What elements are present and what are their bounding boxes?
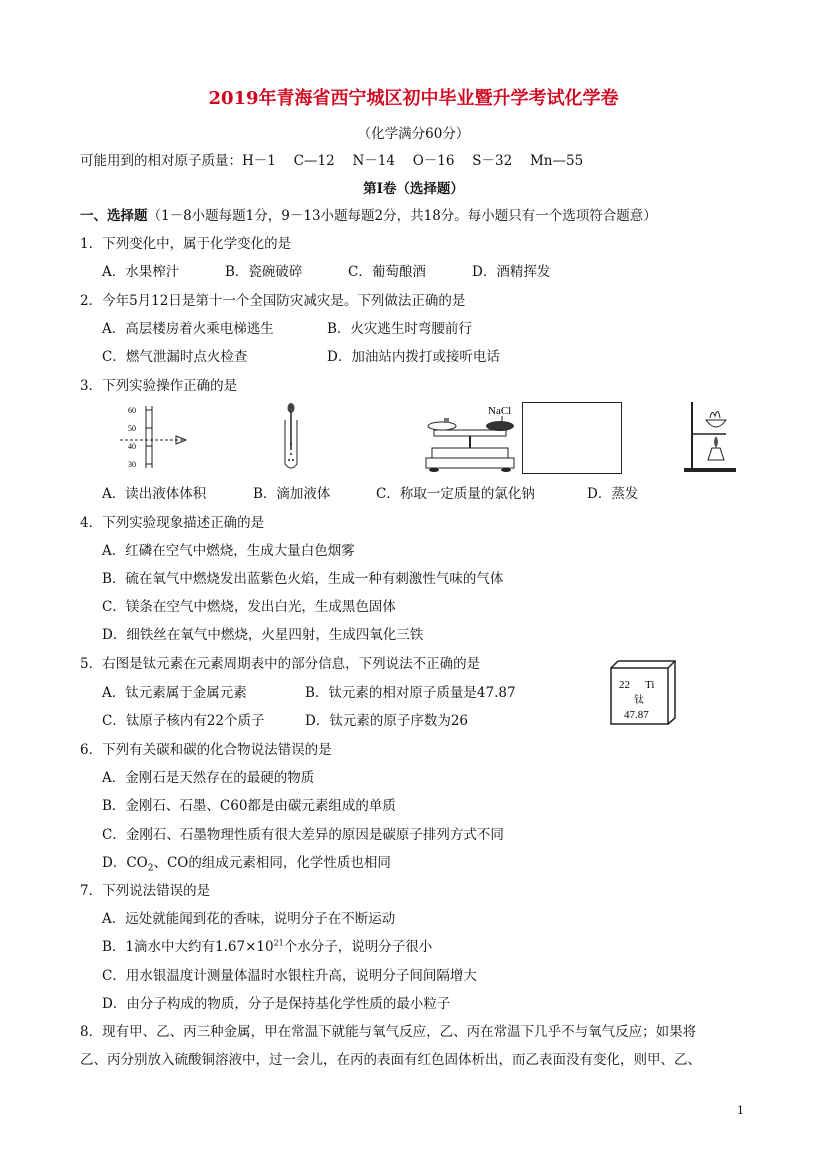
q7-b-post: 个水分子，说明分子很小 [283,939,433,955]
q1-option-a: A．水果榨汁 [102,264,180,280]
part-instruction: （1－8小题每题1分，9－13小题每题2分，共18分。每小题只有一个选项符合题意） [147,208,657,224]
q1-option-d: D．酒精挥发 [472,264,551,280]
page-number: 1 [737,1104,744,1117]
element-symbol: Ti [645,679,655,691]
q4-stem: 4．下列实验现象描述正确的是 [80,515,265,531]
q7-option-c: C．用水银温度计测量体温时水银柱升高，说明分子间间隔增大 [102,968,477,984]
q3-option-d: D．蒸发 [587,486,639,502]
q6-d-sub: 2 [147,863,154,874]
element-mass: 47.87 [624,709,649,721]
q6-option-d [102,851,391,874]
q3-option-a: A．读出液体体积 [102,486,207,502]
part-heading [80,204,657,224]
q7-stem: 7．下列说法错误的是 [80,883,211,899]
q4-option-a: A．红磷在空气中燃烧，生成大量白色烟雾 [102,543,355,559]
q1-stem: 1．下列变化中，属于化学变化的是 [80,236,292,252]
q2-option-a: A．高层楼房着火乘电梯逃生 [102,321,274,337]
q1-option-b: B．瓷碗破碎 [225,264,303,280]
q2-option-d: D．加油站内拨打或接听电话 [327,349,500,365]
dropper-test-tube-figure [276,400,306,474]
q5-stem: 5．右图是钛元素在元素周期表中的部分信息，下列说法不正确的是 [80,656,481,672]
cylinder-tick-40: 40 [128,442,136,451]
exam-title: 2019年青海省西宁城区初中毕业暨升学考试化学卷 [208,88,619,109]
q6-option-a: A．金刚石是天然存在的最硬的物质 [102,770,315,786]
q4-option-d: D．细铁丝在氧气中燃烧，火星四射，生成四氧化三铁 [102,627,424,643]
q6-d-pre: D．CO [102,855,148,871]
section-title: 第Ⅰ卷（选择题） [363,181,464,197]
q3-option-b: B．滴加液体 [253,486,331,502]
q7-b-sup: 21 [273,938,284,948]
element-number: 22 [619,679,630,691]
balance-figure [420,402,520,474]
titanium-element-card [608,658,678,726]
q5-option-c: C．钛原子核内有22个质子 [102,713,265,729]
q7-option-b [102,935,432,955]
q1-option-c: C．葡萄酿酒 [348,264,426,280]
q3-stem: 3．下列实验操作正确的是 [80,378,238,394]
cylinder-tick-50: 50 [128,424,136,433]
q8-line-1: 8．现有甲、乙、丙三种金属，甲在常温下就能与氧气反应，乙、丙在常温下几乎不与氧气反应；如果将 [80,1024,697,1040]
score-note: （化学满分60分） [357,126,470,142]
q6-d-post: 、CO的组成元素相同，化学性质也相同 [153,855,391,871]
q7-b-pre: B．1滴水中大约有1.67×10 [102,939,274,955]
q3-option-c: C．称取一定质量的氯化钠 [376,486,535,502]
part-heading-label: 一、选择题 [80,208,148,224]
q6-option-b: B．金刚石、石墨、C60都是由碳元素组成的单质 [102,798,396,814]
q6-stem: 6．下列有关碳和碳的化合物说法错误的是 [80,742,332,758]
q4-option-c: C．镁条在空气中燃烧，发出白光，生成黑色固体 [102,599,396,615]
evaporation-figure [682,400,742,474]
graduated-cylinder-figure [118,402,192,472]
q2-stem: 2．今年5月12日是第十一个全国防灾减灾是。下列做法正确的是 [80,293,466,309]
element-name: 钛 [634,695,644,706]
q2-option-b: B．火灾逃生时弯腰前行 [327,321,472,337]
q8-line-2: 乙、丙分别放入硫酸铜溶液中，过一会儿，在丙的表面有红色固体析出，而乙表面没有变化，则甲、乙、 [80,1052,701,1068]
q6-option-c: C．金刚石、石墨物理性质有很大差异的原因是碳原子排列方式不同 [102,827,504,843]
nacl-label: NaCl [488,405,512,417]
q5-option-d: D．钛元素的原子序数为26 [305,713,469,729]
cylinder-tick-60: 60 [128,406,136,415]
q5-option-a: A．钛元素属于金属元素 [102,685,247,701]
blank-figure-box [522,402,622,474]
atomic-masses: 可能用到的相对原子质量：H－1 C—12 N－14 O－16 S－32 Mn—55 [80,153,584,169]
q2-option-c: C．燃气泄漏时点火检查 [102,349,248,365]
q7-option-a: A．远处就能闻到花的香味，说明分子在不断运动 [102,911,396,927]
cylinder-tick-30: 30 [128,460,136,469]
q7-option-d: D．由分子构成的物质，分子是保持基化学性质的最小粒子 [102,996,451,1012]
q4-option-b: B．硫在氧气中燃烧发出蓝紫色火焰，生成一种有刺激性气味的气体 [102,571,504,587]
q5-option-b: B．钛元素的相对原子质量是47.87 [305,685,516,701]
